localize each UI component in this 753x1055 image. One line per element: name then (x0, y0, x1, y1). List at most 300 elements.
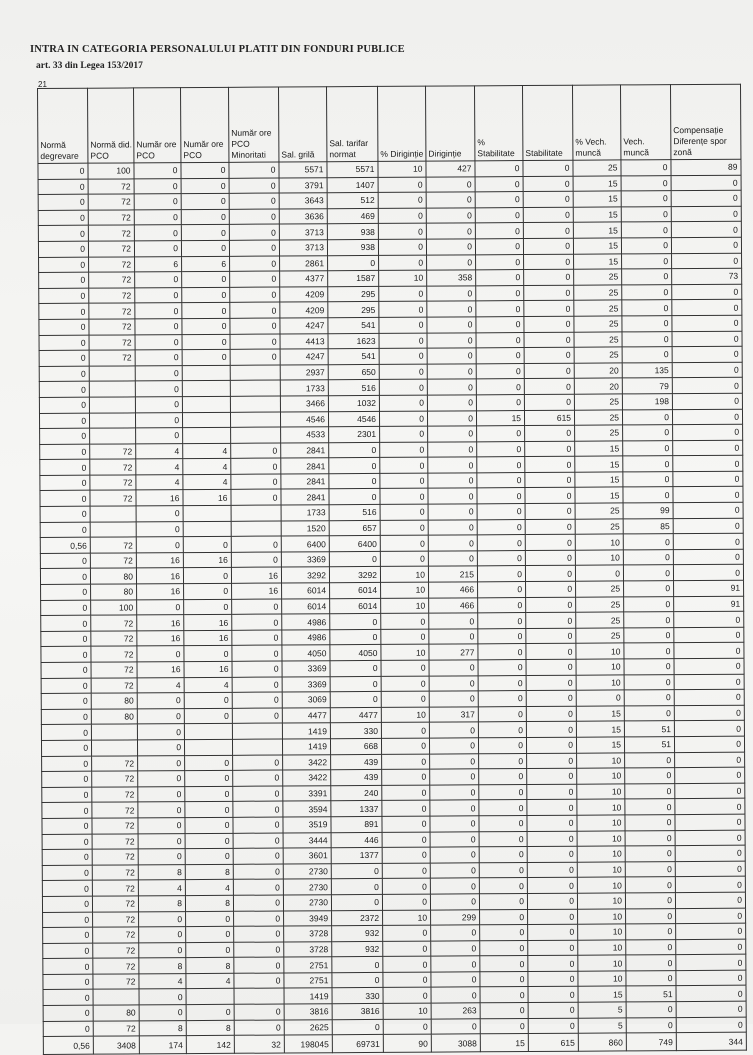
table-cell: 3069 (282, 692, 330, 708)
table-cell: 0 (382, 800, 430, 816)
table-cell: 0 (183, 568, 231, 584)
table-cell: 0 (139, 927, 186, 943)
table-cell: 3369 (282, 676, 330, 692)
table-cell: 0 (233, 786, 283, 802)
table-cell: 10 (381, 582, 429, 598)
table-cell: 0 (134, 194, 181, 210)
table-cell: 10 (578, 971, 626, 987)
table-cell: 0 (135, 272, 182, 288)
table-cell: 72 (92, 896, 138, 912)
table-cell: 0 (41, 693, 91, 709)
column-header: Sal. tarifar normat (326, 86, 377, 161)
table-cell: 10 (576, 643, 624, 659)
table-cell: 72 (92, 771, 138, 787)
table-cell: 516 (328, 380, 379, 396)
table-cell: 3292 (329, 567, 380, 583)
table-cell: 0 (381, 738, 429, 754)
table-cell: 4 (139, 973, 186, 989)
table-cell: 0 (625, 799, 675, 815)
table-cell: 0 (137, 599, 184, 615)
table-cell: 0 (38, 226, 88, 242)
table-cell: 0 (479, 815, 527, 831)
table-cell: 0 (477, 504, 525, 520)
table-cell: 3713 (279, 240, 327, 256)
table-cell: 295 (328, 302, 379, 318)
table-cell: 0 (378, 239, 426, 255)
table-cell: 0 (621, 206, 671, 222)
table-cell (91, 724, 137, 740)
table-cell: 0 (329, 458, 380, 474)
table-cell: 1419 (282, 739, 330, 755)
table-cell: 330 (330, 723, 381, 739)
table-cell: 10 (577, 799, 625, 815)
table-cell: 0 (477, 550, 525, 566)
table-cell: 4247 (280, 318, 328, 334)
header-row (38, 84, 741, 163)
table-cell: 72 (89, 334, 135, 350)
table-cell: 72 (93, 911, 139, 927)
table-cell: 0 (524, 363, 574, 379)
table-cell: 0 (232, 614, 282, 630)
table-cell: 16 (184, 630, 232, 646)
table-cell: 0 (182, 271, 230, 287)
table-cell: 0 (426, 223, 475, 239)
table-cell: 0 (137, 724, 184, 740)
table-cell: 91 (674, 596, 744, 612)
table-cell: 0 (136, 506, 183, 522)
table-cell: 0 (181, 178, 229, 194)
table-cell: 0 (476, 363, 524, 379)
table-cell: 25 (575, 519, 623, 535)
table-cell: 15 (573, 222, 621, 238)
table-cell: 0 (475, 176, 523, 192)
table-cell: 0 (525, 488, 575, 504)
table-cell: 15 (578, 986, 626, 1002)
table-cell: 215 (428, 566, 477, 582)
table-cell: 0 (43, 958, 93, 974)
table-cell: 3292 (281, 567, 329, 583)
table-cell: 8 (186, 1020, 234, 1036)
table-cell: 0 (41, 584, 91, 600)
table-cell: 3422 (283, 754, 331, 770)
table-cell: 0 (527, 878, 577, 894)
table-cell: 0,56 (40, 537, 90, 553)
table-cell: 0 (40, 444, 90, 460)
table-cell: 0 (523, 238, 573, 254)
table-cell: 0 (138, 833, 185, 849)
table-cell: 0 (622, 284, 672, 300)
table-cell (230, 396, 280, 412)
table-cell: 439 (331, 770, 382, 786)
table-cell: 0 (478, 582, 526, 598)
table-cell: 16 (183, 490, 231, 506)
table-cell: 0 (379, 317, 427, 333)
table-cell: 0 (526, 690, 576, 706)
table-cell: 0 (383, 1019, 431, 1035)
table-cell: 0 (673, 455, 743, 471)
table-cell: 3713 (279, 224, 327, 240)
table-cell: 10 (577, 893, 625, 909)
table-cell: 317 (429, 707, 478, 723)
table-cell: 4050 (330, 645, 381, 661)
table-cell: 932 (332, 925, 383, 941)
table-cell: 72 (91, 631, 137, 647)
table-cell: 0 (623, 534, 673, 550)
table-cell: 439 (331, 754, 382, 770)
table-cell: 0 (185, 848, 233, 864)
table-cell: 15 (575, 441, 623, 457)
table-cell: 6400 (329, 536, 380, 552)
table-cell: 6400 (281, 536, 329, 552)
table-cell (230, 380, 280, 396)
table-cell: 3728 (284, 941, 332, 957)
table-cell: 330 (332, 988, 383, 1004)
table-cell (184, 724, 232, 740)
table-cell: 0 (231, 552, 281, 568)
table-cell: 72 (90, 553, 136, 569)
table-cell: 0 (233, 864, 283, 880)
table-cell: 25 (574, 316, 622, 332)
table-cell: 6014 (330, 598, 381, 614)
table-cell: 0 (40, 491, 90, 507)
table-cell: 0 (378, 208, 426, 224)
table-cell: 0 (329, 489, 380, 505)
table-cell: 0 (378, 177, 426, 193)
table-cell: 0 (480, 925, 528, 941)
table-cell: 0 (622, 347, 672, 363)
table-cell: 0 (378, 192, 426, 208)
table-cell: 0 (378, 223, 426, 239)
table-cell: 25 (574, 331, 622, 347)
table-cell: 15 (575, 487, 623, 503)
table-cell: 0 (621, 222, 671, 238)
table-cell: 0 (624, 674, 674, 690)
table-cell: 25 (574, 285, 622, 301)
table-cell: 3369 (281, 552, 329, 568)
table-cell: 0 (671, 175, 741, 191)
table-cell: 0 (382, 816, 430, 832)
table-cell: 0 (330, 676, 381, 692)
table-cell: 0 (42, 896, 92, 912)
table-cell: 0 (381, 613, 429, 629)
table-cell: 0 (675, 814, 745, 830)
table-cell: 4 (137, 677, 184, 693)
table-cell: 15 (575, 472, 623, 488)
table-cell: 0 (233, 817, 283, 833)
table-cell: 3636 (279, 209, 327, 225)
table-cell: 0 (431, 956, 480, 972)
table-cell: 1587 (328, 271, 379, 287)
table-cell: 0 (429, 722, 478, 738)
table-cell: 72 (88, 179, 134, 195)
table-cell: 73 (672, 268, 742, 284)
table-cell: 0 (231, 489, 281, 505)
table-cell: 0 (477, 472, 525, 488)
table-cell: 0 (43, 974, 93, 990)
table-cell: 0 (186, 926, 234, 942)
table-cell: 6 (182, 256, 230, 272)
table-cell: 4 (183, 443, 231, 459)
table-cell: 6014 (282, 598, 330, 614)
table-cell: 0 (380, 535, 428, 551)
table-cell: 0 (230, 302, 280, 318)
table-cell: 72 (92, 880, 138, 896)
table-cell: 4377 (280, 271, 328, 287)
table-cell: 0 (524, 332, 574, 348)
table-cell: 3643 (279, 193, 327, 209)
table-cell: 4 (183, 459, 231, 475)
table-cell (231, 505, 281, 521)
table-cell: 0 (478, 737, 526, 753)
table-cell: 0 (526, 644, 576, 660)
table-cell: 0 (234, 973, 284, 989)
table-cell: 0 (623, 565, 673, 581)
table-cell: 0 (622, 409, 672, 425)
table-body (38, 159, 746, 1055)
table-cell: 0 (427, 364, 476, 380)
table-cell: 0 (382, 832, 430, 848)
table-cell: 0 (41, 740, 91, 756)
table-cell: 4546 (328, 411, 379, 427)
table-cell: 16 (184, 615, 232, 631)
table-cell: 0 (185, 770, 233, 786)
table-cell: 0 (479, 878, 527, 894)
table-cell: 6014 (282, 583, 330, 599)
table-cell: 4413 (280, 333, 328, 349)
table-cell: 80 (91, 709, 137, 725)
table-cell: 72 (91, 677, 137, 693)
table-cell: 0 (478, 706, 526, 722)
table-cell: 0 (329, 442, 380, 458)
table-cell: 0 (623, 549, 673, 565)
table-cell: 0 (576, 690, 624, 706)
table-cell: 72 (88, 241, 134, 257)
table-cell: 0 (39, 381, 89, 397)
table-cell: 25 (574, 269, 622, 285)
table-cell: 3601 (283, 848, 331, 864)
table-cell: 0 (232, 661, 282, 677)
table-cell: 10 (380, 567, 428, 583)
table-cell (184, 739, 232, 755)
table-cell: 0 (479, 847, 527, 863)
table-cell: 0 (380, 489, 428, 505)
table-cell: 8 (138, 896, 185, 912)
column-header: % Stabilitate (474, 86, 522, 161)
table-cell: 0 (476, 394, 524, 410)
table-cell: 0 (623, 456, 673, 472)
table-cell: 0 (230, 318, 280, 334)
table-cell: 0 (234, 1020, 284, 1036)
table-cell: 0 (230, 349, 280, 365)
table-cell: 1337 (331, 801, 382, 817)
column-header: Număr ore PCO (181, 87, 229, 162)
table-cell: 0 (428, 535, 477, 551)
table-cell: 72 (92, 755, 138, 771)
table-cell: 3728 (284, 926, 332, 942)
table-cell: 0 (229, 162, 279, 178)
table-cell: 25 (576, 581, 624, 597)
table-cell: 72 (93, 943, 139, 959)
table-cell: 10 (577, 846, 625, 862)
table-cell: 4247 (280, 349, 328, 365)
table-cell: 0 (477, 566, 525, 582)
table-cell: 0 (476, 348, 524, 364)
total-cell: 0,56 (43, 1036, 93, 1054)
table-cell: 0 (624, 612, 674, 628)
table-cell: 0 (184, 708, 232, 724)
table-cell: 16 (231, 567, 281, 583)
table-cell: 0 (43, 927, 93, 943)
table-cell: 0 (480, 971, 528, 987)
table-cell: 0 (477, 519, 525, 535)
table-cell: 0 (233, 801, 283, 817)
table-cell: 0 (622, 331, 672, 347)
table-cell: 0 (523, 176, 573, 192)
table-cell: 0 (528, 909, 578, 925)
table-cell: 100 (88, 163, 134, 179)
table-cell: 0 (39, 335, 89, 351)
table-cell: 0 (231, 474, 281, 490)
table-cell: 0 (525, 472, 575, 488)
table-cell: 0 (622, 316, 672, 332)
table-cell: 650 (328, 364, 379, 380)
table-cell: 0 (40, 522, 90, 538)
total-cell: 749 (626, 1033, 676, 1051)
table-cell: 0 (426, 239, 475, 255)
table-cell: 0 (186, 911, 234, 927)
table-cell: 0 (626, 1017, 676, 1033)
table-cell: 0 (526, 722, 576, 738)
table-cell: 72 (89, 288, 135, 304)
table-cell: 0 (525, 457, 575, 473)
table-cell: 89 (671, 159, 741, 175)
table-cell: 0 (330, 660, 381, 676)
table-cell: 0 (675, 892, 745, 908)
table-cell: 80 (90, 568, 136, 584)
table-cell: 0 (475, 223, 523, 239)
table-cell: 0 (41, 725, 91, 741)
table-cell: 0 (134, 178, 181, 194)
table-cell: 0 (527, 800, 577, 816)
table-cell: 0 (138, 849, 185, 865)
table-cell: 10 (577, 752, 625, 768)
table-cell: 72 (90, 490, 136, 506)
table-cell: 4 (136, 459, 183, 475)
table-cell: 0 (675, 767, 745, 783)
table-cell: 0 (380, 551, 428, 567)
table-cell: 0 (382, 878, 430, 894)
total-cell: 90 (383, 1034, 431, 1052)
table-cell: 0 (39, 319, 89, 335)
table-cell: 0 (528, 924, 578, 940)
table-cell: 0 (525, 550, 575, 566)
table-cell: 0 (475, 161, 523, 177)
table-cell (182, 365, 230, 381)
table-cell: 0 (626, 924, 676, 940)
table-cell: 0 (626, 908, 676, 924)
table-cell: 0 (480, 940, 528, 956)
table-cell: 72 (88, 210, 134, 226)
table-cell: 0 (430, 816, 479, 832)
table-cell: 0 (478, 628, 526, 644)
table-cell: 0 (232, 630, 282, 646)
table-cell: 0 (138, 802, 185, 818)
column-header: Diriginție (425, 86, 474, 161)
table-cell: 0 (42, 787, 92, 803)
table-cell: 516 (329, 504, 380, 520)
table-cell: 4 (136, 474, 183, 490)
table-cell: 0 (476, 301, 524, 317)
table-cell: 0 (475, 192, 523, 208)
table-cell: 25 (574, 409, 622, 425)
table-cell: 1377 (331, 848, 382, 864)
table-cell: 2301 (329, 427, 380, 443)
table-cell (90, 522, 136, 538)
table-cell: 0 (40, 569, 90, 585)
table-cell: 541 (328, 349, 379, 365)
table-cell: 0 (41, 678, 91, 694)
table-cell: 91 (674, 580, 744, 596)
table-cell: 0 (625, 815, 675, 831)
table-cell: 0 (135, 412, 182, 428)
table-cell (232, 739, 282, 755)
table-cell: 0 (429, 660, 478, 676)
table-cell: 0 (480, 956, 528, 972)
table-cell: 16 (137, 615, 184, 631)
table-cell: 0 (182, 303, 230, 319)
table-cell: 0 (231, 536, 281, 552)
table-cell: 0 (429, 629, 478, 645)
table-cell: 0 (621, 175, 671, 191)
table-cell: 0 (671, 222, 741, 238)
table-cell: 466 (429, 597, 478, 613)
table-cell: 0 (624, 596, 674, 612)
table-cell: 0 (182, 318, 230, 334)
table-cell: 0 (42, 834, 92, 850)
column-header: Stabilitate (522, 85, 572, 160)
table-cell: 0 (675, 861, 745, 877)
table-cell: 0 (427, 301, 476, 317)
table-cell: 0 (181, 209, 229, 225)
table-cell: 10 (578, 940, 626, 956)
column-header: % Diriginție (377, 86, 425, 161)
table-cell: 0 (524, 316, 574, 332)
table-cell: 0 (234, 942, 284, 958)
total-cell: 860 (578, 1033, 626, 1051)
table-cell: 3816 (332, 1003, 383, 1019)
table-cell: 0 (431, 972, 480, 988)
table-cell: 0 (230, 334, 280, 350)
table-cell: 0 (43, 1005, 93, 1021)
table-cell: 0 (672, 378, 742, 394)
table-cell: 0 (675, 845, 745, 861)
table-cell: 4 (185, 880, 233, 896)
table-cell: 0 (185, 755, 233, 771)
table-cell: 72 (89, 303, 135, 319)
table-cell: 0 (478, 613, 526, 629)
table-cell: 0 (431, 1018, 480, 1034)
table-cell: 0 (429, 691, 478, 707)
table-cell: 0 (674, 721, 744, 737)
table-cell: 80 (91, 693, 137, 709)
table-cell: 0 (382, 847, 430, 863)
table-cell: 0 (39, 272, 89, 288)
table-cell: 10 (577, 877, 625, 893)
table-cell: 0 (427, 395, 476, 411)
table-cell: 0 (673, 424, 743, 440)
table-cell: 10 (577, 768, 625, 784)
table-cell: 0 (184, 583, 232, 599)
